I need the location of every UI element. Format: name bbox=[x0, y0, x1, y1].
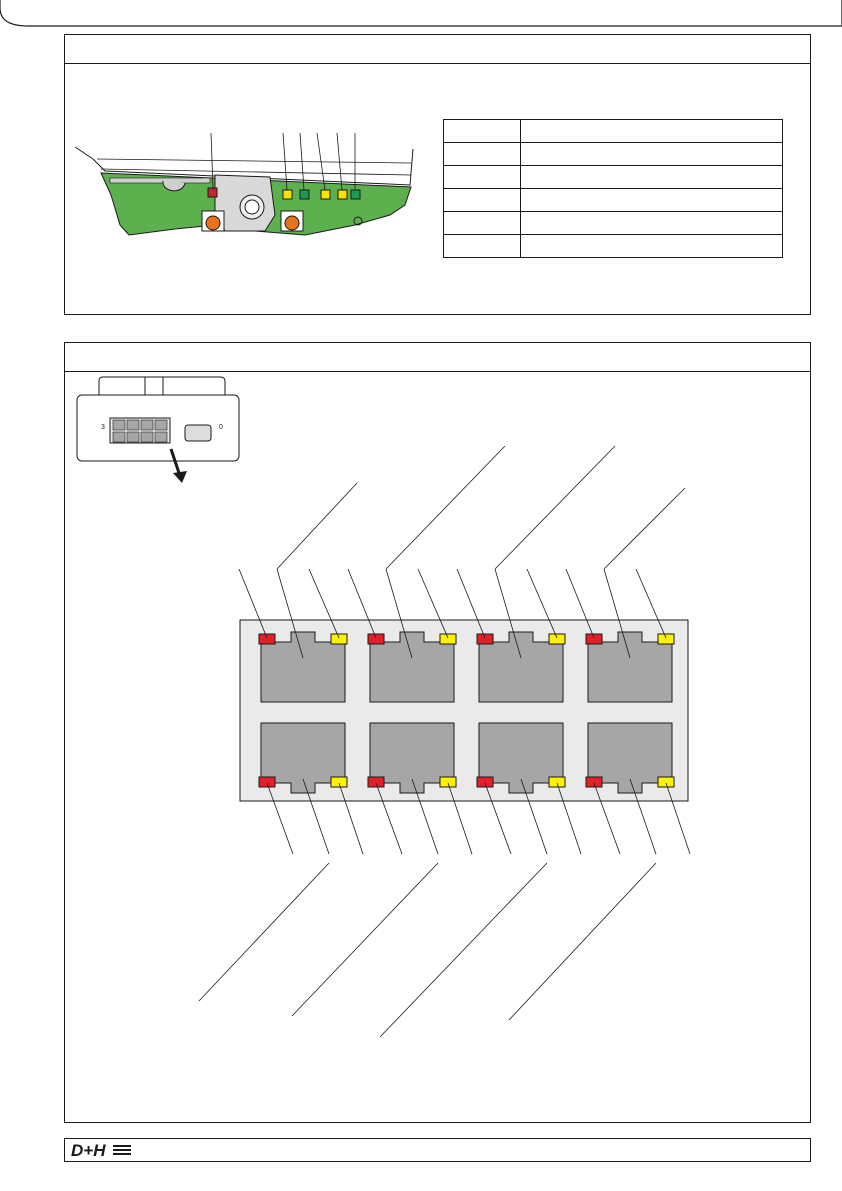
link-led bbox=[259, 634, 275, 644]
link-led bbox=[586, 777, 602, 787]
legend-row bbox=[444, 235, 783, 258]
link-led bbox=[368, 777, 384, 787]
link-led bbox=[477, 777, 493, 787]
legend-table bbox=[443, 119, 783, 258]
activity-led bbox=[440, 777, 456, 787]
board-button-1 bbox=[206, 216, 220, 230]
link-led bbox=[586, 634, 602, 644]
group-leader-line bbox=[277, 483, 357, 569]
group-leader-line bbox=[292, 863, 438, 1016]
legend-row bbox=[444, 212, 783, 235]
activity-led bbox=[549, 777, 565, 787]
footer bbox=[64, 1138, 811, 1162]
link-led bbox=[259, 777, 275, 787]
link-led bbox=[368, 634, 384, 644]
legend-row bbox=[444, 120, 783, 143]
board-led-2 bbox=[283, 190, 292, 199]
device-label-right: 0 bbox=[219, 424, 223, 431]
board-button-2 bbox=[285, 216, 299, 230]
activity-led bbox=[549, 634, 565, 644]
board-led-4 bbox=[321, 190, 330, 199]
port-block bbox=[65, 343, 810, 1122]
legend-row bbox=[444, 166, 783, 189]
svg-text:D+H: D+H bbox=[71, 1141, 106, 1160]
board-led-5 bbox=[338, 190, 347, 199]
activity-led bbox=[331, 777, 347, 787]
group-leader-line bbox=[604, 488, 685, 569]
link-led bbox=[477, 634, 493, 644]
activity-led bbox=[658, 634, 674, 644]
device-label-left: 3 bbox=[101, 424, 105, 431]
ethernet-ports-panel bbox=[64, 342, 811, 1123]
board-led-6 bbox=[351, 190, 360, 199]
group-leader-line bbox=[380, 863, 547, 1037]
board-leds-panel bbox=[64, 34, 811, 315]
group-leader-line bbox=[495, 446, 615, 569]
board-led-1 bbox=[208, 188, 217, 197]
activity-led bbox=[331, 634, 347, 644]
group-leader-line bbox=[386, 446, 505, 569]
activity-led bbox=[658, 777, 674, 787]
board-led-3 bbox=[300, 190, 309, 199]
pcb-illustration bbox=[65, 35, 425, 314]
group-leader-line bbox=[199, 863, 329, 1001]
group-leader-line bbox=[509, 863, 656, 1020]
legend-row bbox=[444, 189, 783, 212]
activity-led bbox=[440, 634, 456, 644]
dh-logo bbox=[69, 1141, 139, 1159]
legend-row bbox=[444, 143, 783, 166]
